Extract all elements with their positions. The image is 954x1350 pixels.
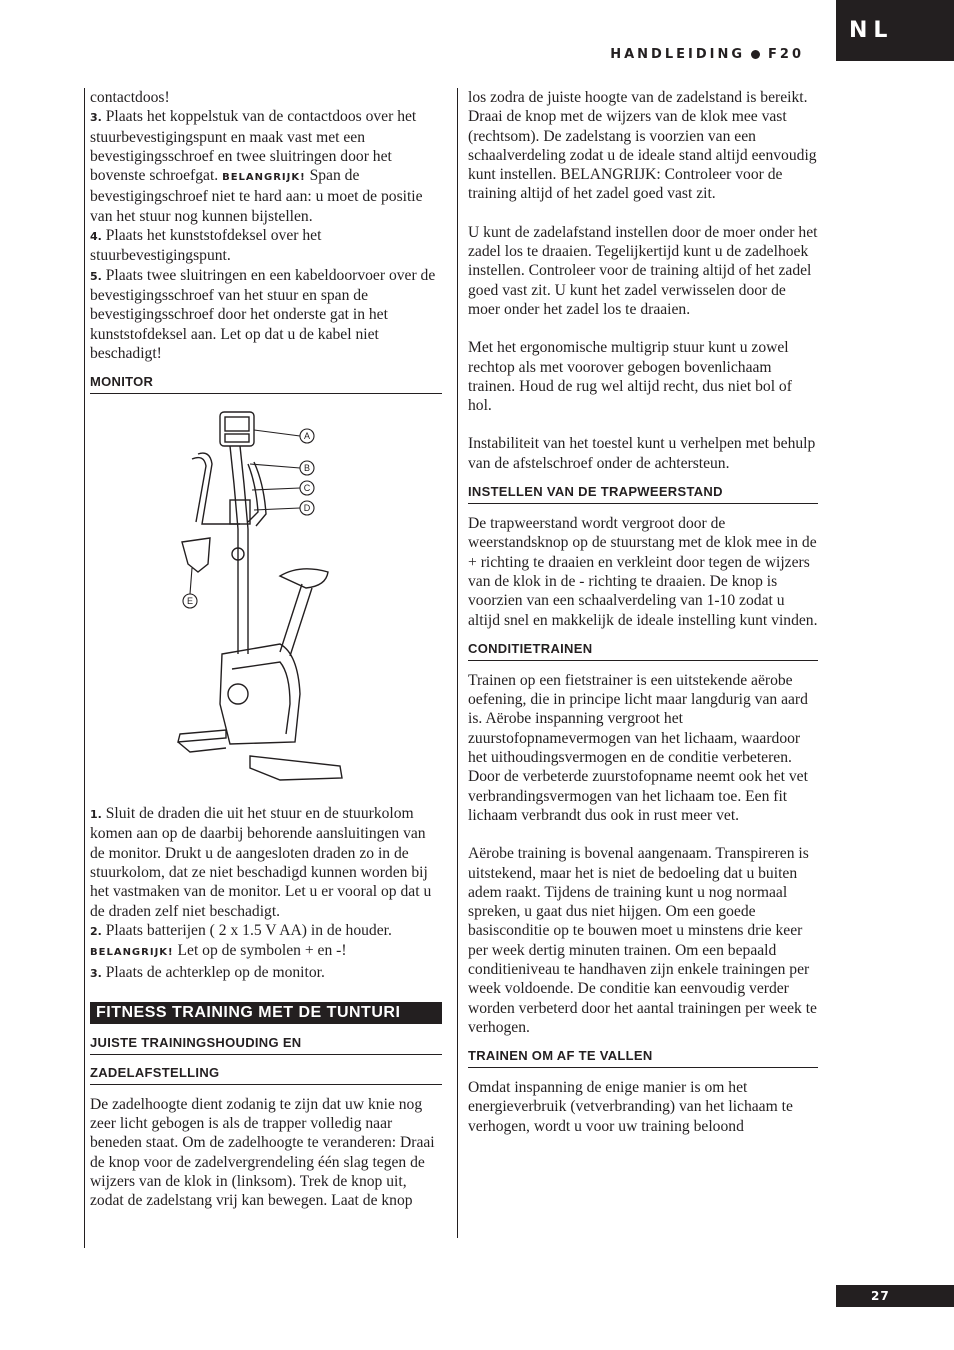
page-number: 27	[836, 1285, 954, 1307]
left-column-rule	[84, 88, 85, 1248]
callout-a: A	[303, 431, 311, 442]
language-tab: NL	[836, 0, 954, 61]
step-4: 4. Plaats het kunststofdeksel over het stuurbevestigingspunt.	[90, 227, 322, 265]
monitor-step-1: 1. Sluit de draden die uit het stuur en de stuurkolom komen aan op de daarbij behorende aansluitingen van de monitor. Drukt u de aangesloten draden zo in de stuurkolom, dat ze niet beschadigd kunnen worden bij het vastmaken van de monitor. Let u er vooral op dat u de draden zelf niet beschadigt.	[90, 805, 432, 920]
heading-trapweerstand: INSTELLEN VAN DE TRAPWEERSTAND	[468, 473, 818, 504]
exercise-bike-drawing	[130, 404, 390, 794]
header-model: F20	[768, 47, 804, 62]
left-column	[90, 88, 442, 1211]
paragraph: Met het ergonomische multigrip stuur kunt u zowel rechtop als met voorover gebogen bovenlichaam trainen. Houd de rug wel altijd recht, dus niet bol of hol.	[468, 339, 792, 415]
paragraph: De trapweerstand wordt vergroot door de weerstandsknop op de stuurstang met de klok mee in de + richting te draaien en verkleint door tegen de wijzers van de klok in de - richting te draaien. De knop is voorzien van een schaalverdeling van 1-10 zodat u altijd snel en makkelijk de ideale instelling kunt vinden.	[468, 515, 818, 629]
paragraph: Aërobe training is bovenal aangenaam. Transpireren is uitstekend, maar het is niet de bedoeling dat u buiten adem raakt. Tijdens de training kunt u nog normaal spreken, u gaat dus niet hijgen. Om een goede basisconditie op te bouwen moet u minstens drie keer per week dertig minuten trainen. Om een bepaald conditieniveau te handhaven zijn enkele trainingen per week voldoende. De conditie kan eenvoudig verder worden verbeterd door het aantal trainingen per week te verhogen.	[468, 845, 817, 1036]
paragraph: Trainen op een fietstrainer is een uitstekende aërobe oefening, die in principe licht maar langdurig van aard is. Aërobe inspanning vergroot het zuurstofopnamevermogen van het lichaam, waardoor het uithoudingsvermogen en de conditie verbeteren. Door de verbeterde zuurstofopname neemt ook het vet verbrandingsvermogen van het lichaam toe. Een fit lichaam verbrandt dus ook in rust meer vet.	[468, 671, 808, 824]
step-3: 3. Plaats het koppelstuk van de contactdoos over het stuurbevestigingspunt en maak vast met een bevestigingsschroef en twee sluitringen door het bovenste schroefgat. BELANGRIJK! Span de bevestigingschroef niet te hard aan: u moet de positie van het stuur nog kunnen bijstellen.	[90, 108, 423, 225]
paragraph: los zodra de juiste hoogte van de zadelstand is bereikt. Draai de knop met de wijzers van de klok mee vast (rechtsom). De zadelstang is voorzien van een schaalverdeling zodat u de ideale stand altijd eenvoudig kunt instellen. BELANGRIJK: Controleer voor de training altijd of het zadel goed vast zit.	[468, 89, 817, 203]
paragraph: Omdat inspanning de enige manier is om het energieverbruik (vetverbranding) van het lichaam te verhogen, wordt u voor uw training beloond	[468, 1079, 793, 1135]
bullet-dot-icon	[751, 50, 760, 59]
callout-e: E	[186, 596, 194, 607]
callout-b: B	[303, 463, 311, 474]
paragraph: contactdoos!	[90, 89, 170, 106]
paragraph-zadel: De zadelhoogte dient zodanig te zijn dat uw knie nog zeer licht gebogen is als de trapper volledig naar beneden staat. Om de zadelhoogte te veranderen: Draai de knop voor de zadelvergrendeling één slag tegen de wijzers van de klok in (linksom). Trek de knop uit, zodat de zadelstang vrij kan bewegen. Laat de knop	[90, 1095, 435, 1210]
monitor-step-3: 3. Plaats de achterklep op de monitor.	[90, 963, 325, 981]
callout-d: D	[303, 503, 311, 514]
heading-afvallen: TRAINEN OM AF TE VALLEN	[468, 1037, 818, 1068]
heading-zadelafstelling: ZADELAFSTELLING	[90, 1055, 442, 1085]
warning-label: BELANGRIJK!	[222, 172, 306, 184]
middle-column-rule	[457, 88, 458, 1238]
heading-conditietrainen: CONDITIETRAINEN	[468, 630, 818, 661]
step-5: 5. Plaats twee sluitringen en een kabeldoorvoer over de bevestigingsschroef van het stuur en span de bevestigingsschroef door het onderste gat in het kunststofdeksel aan. Let op dat u de kabel niet beschadigt!	[90, 266, 436, 362]
paragraph: U kunt de zadelafstand instellen door de moer onder het zadel los te draaien. Tegelijkertijd kunt u de zadelhoek instellen. Controleer voor de training altijd of het zadel goed vast zit. U kunt het zadel verwisselen door de moer onder het zadel los te draaien.	[468, 223, 818, 318]
right-column	[468, 88, 818, 1136]
monitor-step-2: 2. Plaats batterijen ( 2 x 1.5 V AA) in de houder. BELANGRIJK! Let op de symbolen + en -!	[90, 921, 392, 960]
running-header	[610, 47, 804, 62]
heading-juiste: JUISTE TRAININGSHOUDING EN	[90, 1024, 442, 1055]
paragraph: Instabiliteit van het toestel kunt u verhelpen met behulp van de afstelschroef onder de achtersteun.	[468, 435, 816, 472]
bike-illustration	[90, 404, 442, 804]
callout-c: C	[303, 483, 311, 494]
header-manual: HANDLEIDING	[610, 47, 746, 62]
section-banner: FITNESS TRAINING MET DE TUNTURI	[90, 1002, 442, 1024]
heading-monitor: MONITOR	[90, 363, 442, 394]
warning-label: BELANGRIJK!	[90, 947, 174, 959]
